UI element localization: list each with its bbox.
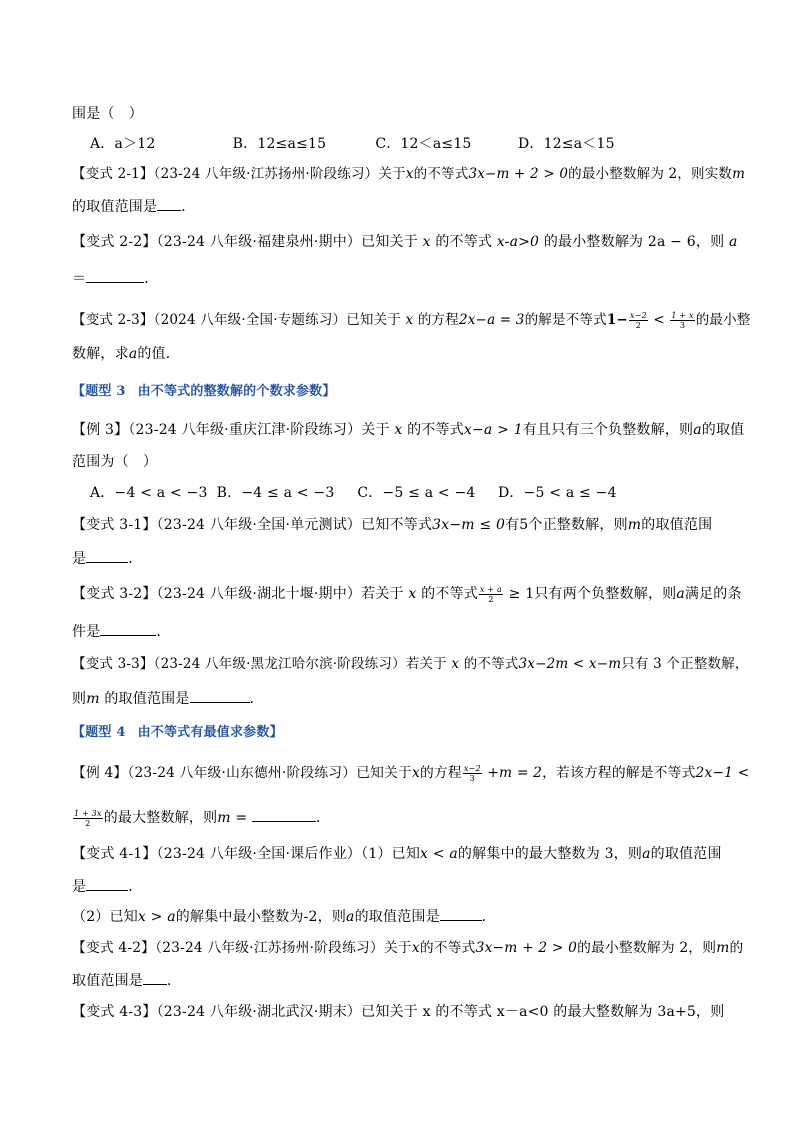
example-4: 【例 4】（23-24 八年级·山东德州·阶段练习）已知关于x的方程 $\frac{x-2}{3}$ +m = 2，若该方程的解是不等式2x−1 < xyxy=(72,764,750,783)
example-3: 【例 3】（23-24 八年级·重庆江津·阶段练习）关于 x 的不等式x−a > 1有且只有三个负整数解，则a的取值 xyxy=(72,422,745,438)
variant-4-1: 【变式 4-1】（23-24 八年级·全国·课后作业）（1）已知x < a的解集中的最大整数为 3，则a的取值范围 xyxy=(72,846,722,862)
option-d: D．12≤a＜15 xyxy=(517,136,615,152)
variant-2-3: 【变式 2-3】（2024 八年级·全国·专题练习）已知关于 x 的方程2x−a = 3的解是不等式1− $\frac{x-2}{2}$ < $\frac{1 + x}{3}$ 的最小整 xyxy=(72,311,751,330)
variant-2-1: 【变式 2-1】（23-24 八年级·江苏扬州·阶段练习）关于x的不等式3x−m + 2 > 0的最小整数解为 2，则实数m xyxy=(72,166,746,182)
answer-blank xyxy=(86,876,128,891)
variant-4-1-part2: （2）已知x > a的解集中最小整数为-2，则a的取值范围是 ． xyxy=(72,906,496,927)
option-a: A．−4 < a < −3 xyxy=(90,485,208,501)
option-b: B．−4 ≤ a < −3 xyxy=(216,485,335,501)
answer-blank xyxy=(440,906,482,921)
option-c: C．12＜a≤15 xyxy=(375,136,472,152)
fraction: $\frac{1 + 3x}{2}$ xyxy=(74,808,102,828)
variant-3-3-cont: 则m 的取值范围是 ． xyxy=(72,688,264,709)
option-d: D．−5 < a ≤ −4 xyxy=(497,485,617,501)
answer-options xyxy=(90,134,615,154)
option-c: C．−5 ≤ a < −4 xyxy=(357,485,476,501)
fraction: $\frac{x + a}{2}$ xyxy=(479,584,503,604)
option-b: B．12≤a≤15 xyxy=(232,136,327,152)
variant-3-1-cont: 是 ． xyxy=(72,548,142,569)
fraction: $\frac{x-2}{2}$ xyxy=(629,311,647,330)
variant-3-2-cont: 件是 ． xyxy=(72,621,171,642)
section-heading-3: 【题型 3 由不等式的整数解的个数求参数】 xyxy=(72,384,336,399)
variant-2-3-cont: 数解，求a的值． xyxy=(72,346,180,362)
fraction: $\frac{1 + x}{3}$ xyxy=(671,311,694,330)
option-a: A．a＞12 xyxy=(90,136,156,152)
variant-4-2-cont: 取值范围是 ． xyxy=(72,970,181,991)
answer-blank xyxy=(86,268,144,283)
example-3-cont: 范围为（ ） xyxy=(72,454,158,470)
answer-blank xyxy=(190,688,250,703)
answer-blank xyxy=(100,621,156,636)
example-4-cont: $\frac{1 + 3x}{2}$ 的最大整数解，则m = ． xyxy=(74,808,331,828)
answer-blank xyxy=(86,548,128,563)
section-heading-4: 【题型 4 由不等式有最值求参数】 xyxy=(72,725,283,740)
variant-4-2: 【变式 4-2】（23-24 八年级·江苏扬州·阶段练习）关于x的不等式3x−m + 2 > 0的最小整数解为 2，则m的 xyxy=(72,940,744,956)
answer-blank xyxy=(143,970,167,985)
variant-3-2: 【变式 3-2】（23-24 八年级·湖北十堰·期中）若关于 x 的不等式 $\frac{x + a}{2}$ ≥ 1只有两个负整数解，则a满足的条 xyxy=(72,584,742,604)
variant-3-1: 【变式 3-1】（23-24 八年级·全国·单元测试）已知不等式3x−m ≤ 0有5个正整数解，则m的取值范围 xyxy=(72,517,713,533)
question-tail: 围是（ ） xyxy=(72,106,143,122)
variant-4-1-cont: 是 ． xyxy=(72,876,142,897)
variant-3-3: 【变式 3-3】（23-24 八年级·黑龙江哈尔滨·阶段练习）若关于 x 的不等式3x−2m < x−m只有 3 个正整数解， xyxy=(72,656,749,672)
answer-options xyxy=(90,483,617,503)
variant-2-2-cont: ＝ ． xyxy=(72,268,158,289)
variant-2-1-cont: 的取值范围是 ． xyxy=(72,196,195,217)
variant-4-3: 【变式 4-3】（23-24 八年级·湖北武汉·期末）已知关于 x 的不等式 x－a<0 的最大整数解为 3a+5，则 xyxy=(72,1004,725,1020)
answer-blank xyxy=(252,807,316,822)
answer-blank xyxy=(157,196,181,211)
fraction: $\frac{x-2}{3}$ xyxy=(463,764,481,783)
variant-2-2: 【变式 2-2】（23-24 八年级·福建泉州·期中）已知关于 x 的不等式 x-a>0 的最小整数解为 2a − 6，则 a xyxy=(72,234,738,250)
